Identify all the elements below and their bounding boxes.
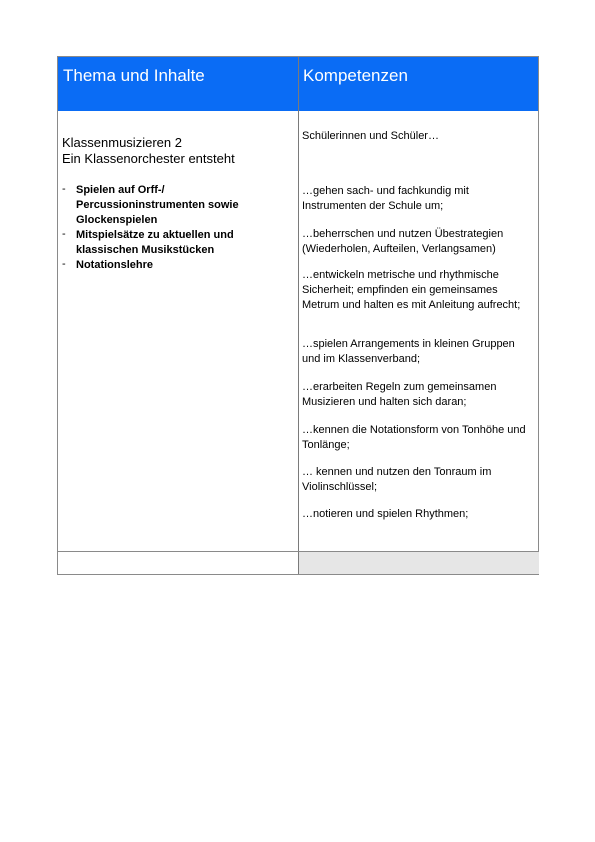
competence-item: …beherrschen und nutzen Übestrategien (Wiederholen, Aufteilen, Verlangsamen) xyxy=(302,228,504,255)
competence-item: …kennen die Notationsform von Tonhöhe und Tonlänge; xyxy=(302,424,526,451)
header-thema: Thema und Inhalte xyxy=(63,66,205,85)
topic-title-line2: Ein Klassenorchester entsteht xyxy=(62,151,235,166)
competence-item: … kennen und nutzen den Tonraum im Violinschlüssel; xyxy=(302,466,492,493)
list-item xyxy=(62,258,288,273)
content-list xyxy=(62,183,288,273)
list-item xyxy=(62,183,288,228)
list-item-text: Mitspielsätze zu aktuellen und klassischen Musikstücken xyxy=(76,229,234,256)
competence-intro: Schülerinnen und Schüler… xyxy=(302,130,439,142)
curriculum-table xyxy=(57,56,539,575)
competence-item: …notieren und spielen Rhythmen; xyxy=(302,508,469,520)
column-divider xyxy=(298,57,299,574)
competence-item: …erarbeiten Regeln zum gemeinsamen Musizieren und halten sich daran; xyxy=(302,381,497,408)
list-item-text: Spielen auf Orff-/ Percussioninstrumenten sowie Glockenspielen xyxy=(76,184,239,226)
dash-bullet-icon: - xyxy=(62,228,66,240)
topic-title xyxy=(62,135,235,167)
dash-bullet-icon: - xyxy=(62,258,66,270)
list-item-text: Notationslehre xyxy=(76,259,154,271)
dash-bullet-icon: - xyxy=(62,183,66,195)
header-kompetenzen: Kompetenzen xyxy=(303,66,408,85)
competence-item: …entwickeln metrische und rhythmische Sicherheit; empfinden ein gemeinsames Metrum und halten es mit Anleitung aufrecht; xyxy=(302,269,521,311)
topic-title-line1: Klassenmusizieren 2 xyxy=(62,135,182,150)
competence-item: …gehen sach- und fachkundig mit Instrumenten der Schule um; xyxy=(302,185,469,212)
competence-item: …spielen Arrangements in kleinen Gruppen und im Klassenverband; xyxy=(302,338,515,365)
footer-cell-right xyxy=(299,552,539,574)
list-item xyxy=(62,228,288,258)
